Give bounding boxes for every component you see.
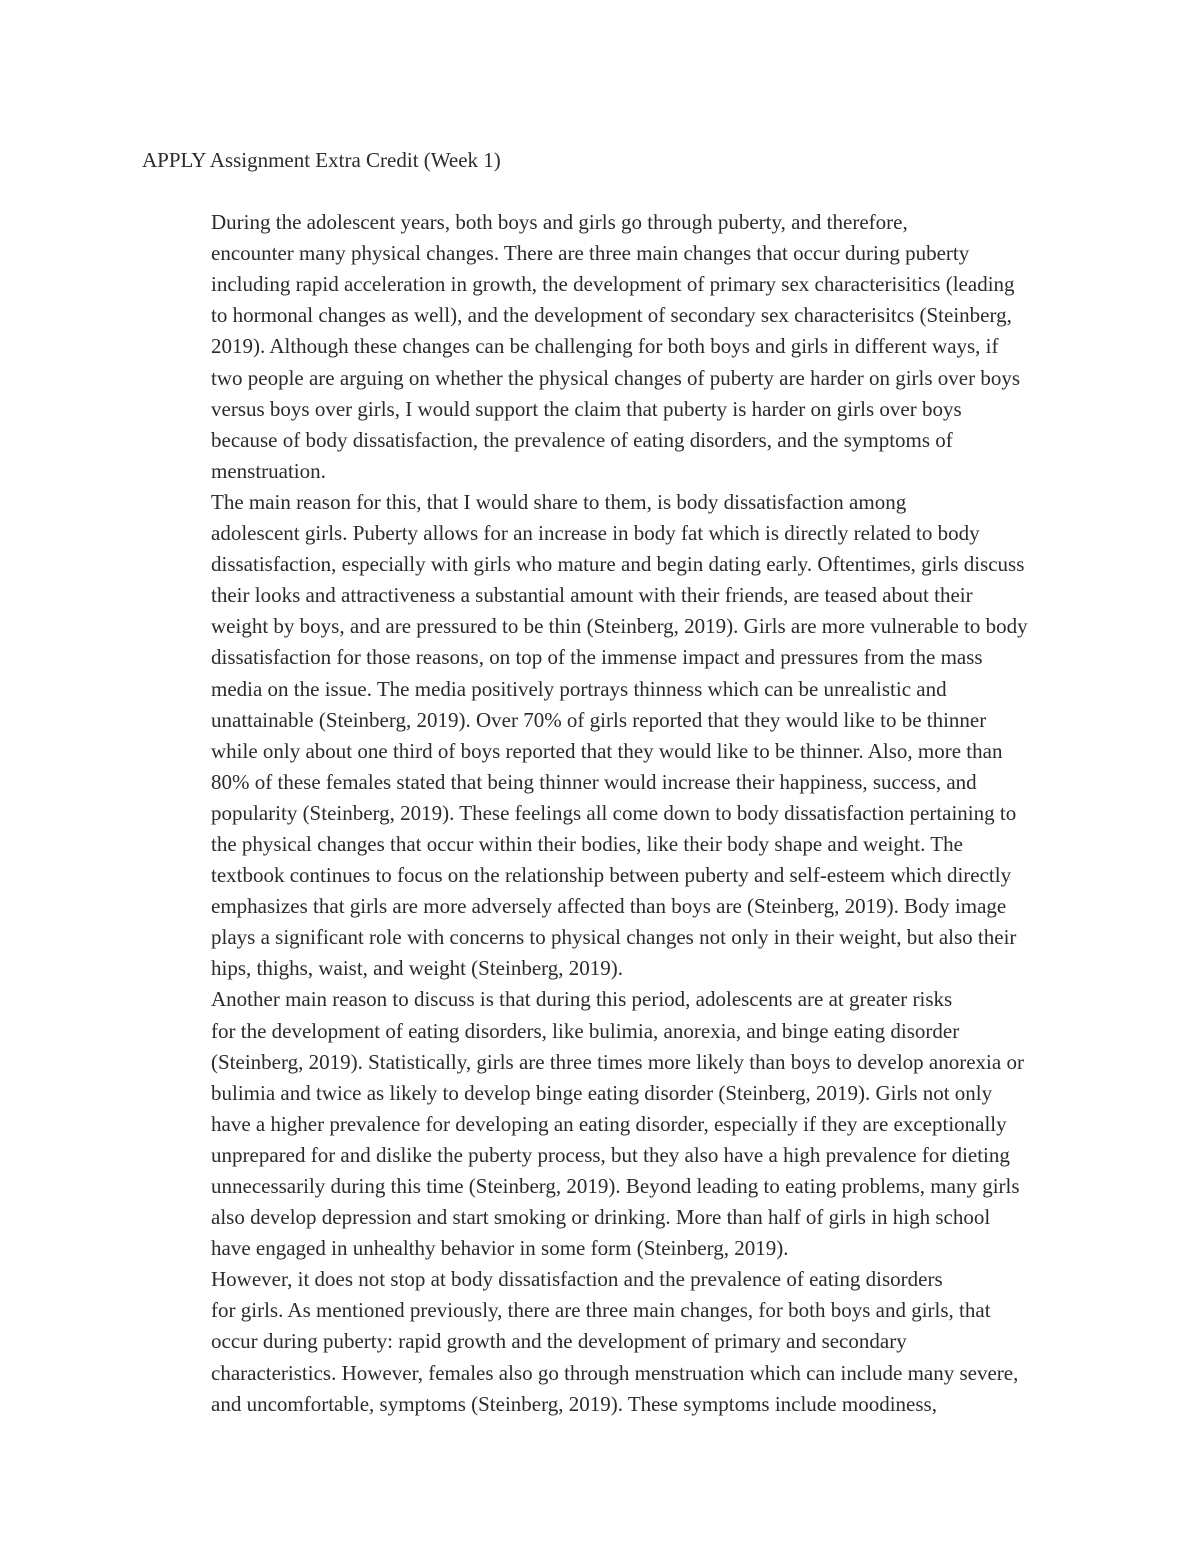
text-line: for the development of eating disorders, like bulimia, anorexia, and binge eating disorder <box>211 1018 960 1043</box>
text-line: for girls. As mentioned previously, there are three main changes, for both boys and girls, that <box>211 1298 991 1323</box>
text-line: unattainable (Steinberg, 2019). Over 70% of girls reported that they would like to be thinner <box>211 707 987 732</box>
text-line: 80% of these females stated that being thinner would increase their happiness, success, and <box>211 769 977 794</box>
text-line: have engaged in unhealthy behavior in some form (Steinberg, 2019). <box>211 1236 789 1261</box>
text-line: plays a significant role with concerns to physical changes not only in their weight, but also their <box>211 925 1017 950</box>
text-line: During the adolescent years, both boys and girls go through puberty, and therefore, <box>211 210 908 235</box>
text-line: have a higher prevalence for developing an eating disorder, especially if they are exceptionally <box>211 1111 1007 1136</box>
text-line: popularity (Steinberg, 2019). These feelings all come down to body dissatisfaction pertaining to <box>211 800 1017 825</box>
text-line: 2019). Although these changes can be challenging for both boys and girls in different ways, if <box>211 334 999 359</box>
text-line: versus boys over girls, I would support the claim that puberty is harder on girls over boys <box>211 396 962 421</box>
text-line: However, it does not stop at body dissatisfaction and the prevalence of eating disorders <box>211 1267 943 1292</box>
text-line: media on the issue. The media positively portrays thinness which can be unrealistic and <box>211 676 947 701</box>
body-paragraph <box>142 487 1060 985</box>
text-line: The main reason for this, that I would share to them, is body dissatisfaction among <box>211 489 907 514</box>
text-line: dissatisfaction for those reasons, on top of the immense impact and pressures from the mass <box>211 645 983 670</box>
text-line: Another main reason to discuss is that during this period, adolescents are at greater risks <box>211 987 953 1012</box>
body-paragraph <box>142 984 1060 1264</box>
text-line: dissatisfaction, especially with girls who mature and begin dating early. Oftentimes, girls discuss <box>211 552 1025 577</box>
text-line: unnecessarily during this time (Steinberg, 2019). Beyond leading to eating problems, many girls <box>211 1174 1020 1198</box>
text-line: to hormonal changes as well), and the development of secondary sex characterisitcs (Steinberg, <box>211 303 1012 328</box>
text-line: including rapid acceleration in growth, the development of primary sex characterisitics (leading <box>211 272 1015 297</box>
text-line: unprepared for and dislike the puberty process, but they also have a high prevalence for dieting <box>211 1142 1010 1167</box>
text-line: bulimia and twice as likely to develop binge eating disorder (Steinberg, 2019). Girls not only <box>211 1080 993 1105</box>
text-line: two people are arguing on whether the physical changes of puberty are harder on girls over boys <box>211 365 1021 390</box>
text-line: their looks and attractiveness a substantial amount with their friends, are teased about their <box>211 583 973 608</box>
text-line: adolescent girls. Puberty allows for an increase in body fat which is directly related to body <box>211 521 980 546</box>
text-line: also develop depression and start smoking or drinking. More than half of girls in high school <box>211 1205 991 1230</box>
document-body <box>142 207 1060 1420</box>
document-title: APPLY Assignment Extra Credit (Week 1) <box>142 148 501 172</box>
text-line: textbook continues to focus on the relationship between puberty and self-esteem which directly <box>211 863 1012 888</box>
text-line: while only about one third of boys reported that they would like to be thinner. Also, more than <box>211 738 1003 763</box>
text-line: menstruation. <box>211 458 326 483</box>
text-line: occur during puberty: rapid growth and the development of primary and secondary <box>211 1329 907 1354</box>
text-line: emphasizes that girls are more adversely affected than boys are (Steinberg, 2019). Body image <box>211 894 1007 919</box>
text-line: the physical changes that occur within their bodies, like their body shape and weight. The <box>211 831 963 856</box>
text-line: and uncomfortable, symptoms (Steinberg, 2019). These symptoms include moodiness, <box>211 1391 937 1416</box>
text-line: (Steinberg, 2019). Statistically, girls are three times more likely than boys to develop anorexia or <box>211 1049 1024 1074</box>
text-line: encounter many physical changes. There are three main changes that occur during puberty <box>211 241 970 266</box>
text-line: characteristics. However, females also go through menstruation which can include many severe, <box>211 1360 1019 1385</box>
text-line: weight by boys, and are pressured to be thin (Steinberg, 2019). Girls are more vulnerable to body <box>211 614 1028 639</box>
body-paragraph <box>142 1264 1060 1419</box>
text-line: because of body dissatisfaction, the prevalence of eating disorders, and the symptoms of <box>211 427 953 452</box>
body-paragraph <box>142 207 1060 487</box>
text-line: hips, thighs, waist, and weight (Steinberg, 2019). <box>211 956 623 981</box>
